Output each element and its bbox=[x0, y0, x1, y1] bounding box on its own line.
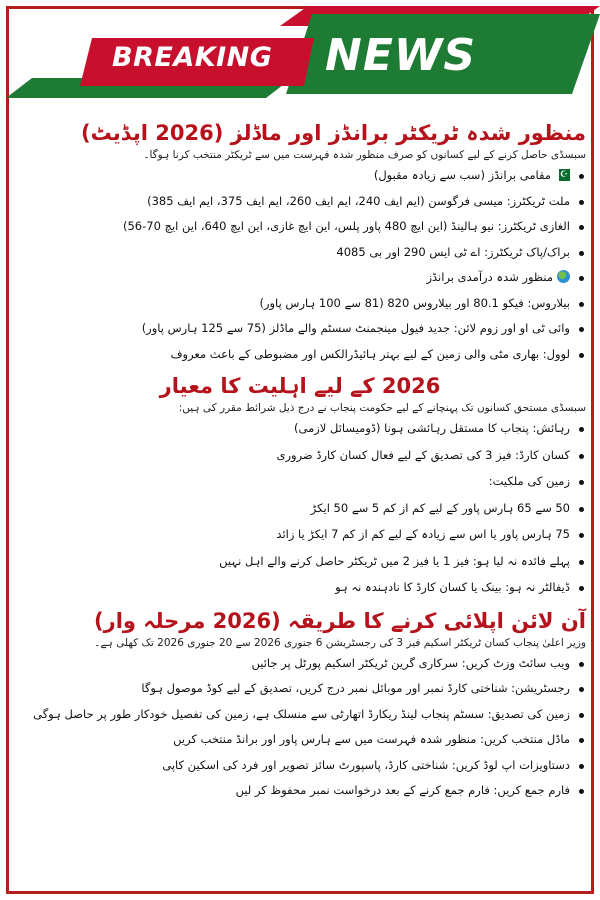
section1-title: منظور شدہ ٹریکٹر برانڈز اور ماڈلز (2026 اپڈیٹ) bbox=[80, 121, 586, 145]
breaking-label: BREAKING bbox=[112, 42, 273, 73]
section2-intro: سبسڈی مستحق کسانوں تک پہنچانے کے لیے حکومت پنجاب نے درج ذیل شرائط مقرر کی ہیں: bbox=[178, 402, 586, 414]
list-item: منظور شدہ درآمدی برانڈز bbox=[14, 269, 586, 287]
list-item: براک/پاک ٹریکٹرز: اے ٹی ایس 290 اور بی 4085 bbox=[14, 244, 586, 262]
list-item: وائی ٹی او اور زوم لائن: جدید فیول مینجمنٹ سسٹم والے ماڈلز (75 سے 125 ہارس پاور) bbox=[14, 320, 586, 338]
list-item: لوول: بھاری مٹی والی زمین کے لیے بہتر ہائیڈرالکس اور مضبوطی کے باعث معروف bbox=[14, 346, 586, 364]
section2-title: 2026 کے لیے اہلیت کا معیار bbox=[159, 374, 441, 398]
list-item: ویب سائٹ وزٹ کریں: سرکاری گرین ٹریکٹر اسکیم پورٹل پر جائیں bbox=[14, 655, 586, 673]
list-item: پہلے فائدہ نہ لیا ہو: فیز 1 یا فیز 2 میں ٹریکٹر حاصل کرنے والے اہل نہیں bbox=[14, 553, 586, 571]
article-body bbox=[14, 118, 586, 808]
list-item: ملت ٹریکٹرز: میسی فرگوسن (ایم ایف 240، ایم ایف 260، ایم ایف 375، ایم ایف 385) bbox=[14, 193, 586, 211]
section3-intro: وزیر اعلیٰ پنجاب کسان ٹریکٹر اسکیم فیز 3 کی رجسٹریشن 6 جنوری 2026 سے 20 جنوری 2026 تک کھلی ہے۔ bbox=[94, 636, 586, 649]
section3-title: آن لائن اپلائی کرنے کا طریقہ (2026 مرحلہ وار) bbox=[94, 608, 586, 633]
list-item: رجسٹریشن: شناختی کارڈ نمبر اور موبائل نمبر درج کریں، تصدیق کے لیے کوڈ موصول ہوگا bbox=[14, 680, 586, 698]
list-item: کسان کارڈ: فیز 3 کی تصدیق کے لیے فعال کسان کارڈ ضروری bbox=[14, 447, 586, 465]
list-item: 75 ہارس پاور یا اس سے زیادہ کے لیے کم از کم 7 ایکڑ یا زائد bbox=[14, 526, 586, 544]
section1-intro: سبسڈی حاصل کرنے کے لیے کسانوں کو صرف منظور شدہ فہرست میں سے ٹریکٹر منتخب کرنا ہوگا۔ bbox=[143, 149, 586, 161]
list-item: دستاویزات اپ لوڈ کریں: شناختی کارڈ، پاسپورٹ سائز تصویر اور فرد کی اسکین کاپی bbox=[14, 757, 586, 775]
news-label: NEWS bbox=[325, 30, 477, 81]
list-item: زمین کی تصدیق: سسٹم پنجاب لینڈ ریکارڈ اتھارٹی سے منسلک ہے، زمین کی تفصیل خودکار طور پر حاصل ہوگی bbox=[14, 706, 586, 724]
list-item: ڈیفالٹر نہ ہو: بینک یا کسان کارڈ کا نادہندہ نہ ہو bbox=[14, 579, 586, 597]
pakistan-flag-icon bbox=[555, 169, 570, 181]
list-item: فارم جمع کریں: فارم جمع کرنے کے بعد درخواست نمبر محفوظ کر لیں bbox=[14, 782, 586, 800]
section3-list bbox=[14, 655, 586, 800]
list-item: زمین کی ملکیت: bbox=[14, 473, 586, 491]
breaking-news-banner bbox=[0, 0, 600, 110]
globe-icon bbox=[557, 270, 570, 283]
list-item: الغازی ٹریکٹرز: نیو ہالینڈ (این ایچ 480 پاور پلس، این ایچ غازی، این ایچ 640، این ایچ 70-56) bbox=[14, 218, 586, 236]
list-item: ☪مقامی برانڈز (سب سے زیادہ مقبول) bbox=[14, 167, 586, 185]
list-item: ماڈل منتخب کریں: منظور شدہ فہرست میں سے ہارس پاور اور برانڈ منتخب کریں bbox=[14, 731, 586, 749]
list-item: بیلاروس: فیکو 80.1 اور بیلاروس 820 (81 سے 100 ہارس پاور) bbox=[14, 295, 586, 313]
section2-list bbox=[14, 420, 586, 597]
section1-list bbox=[14, 167, 586, 363]
list-item: رہائش: پنجاب کا مستقل رہائشی ہونا (ڈومیسائل لازمی) bbox=[14, 420, 586, 438]
list-item: 50 سے 65 ہارس پاور کے لیے کم از کم 5 سے 50 ایکڑ bbox=[14, 500, 586, 518]
